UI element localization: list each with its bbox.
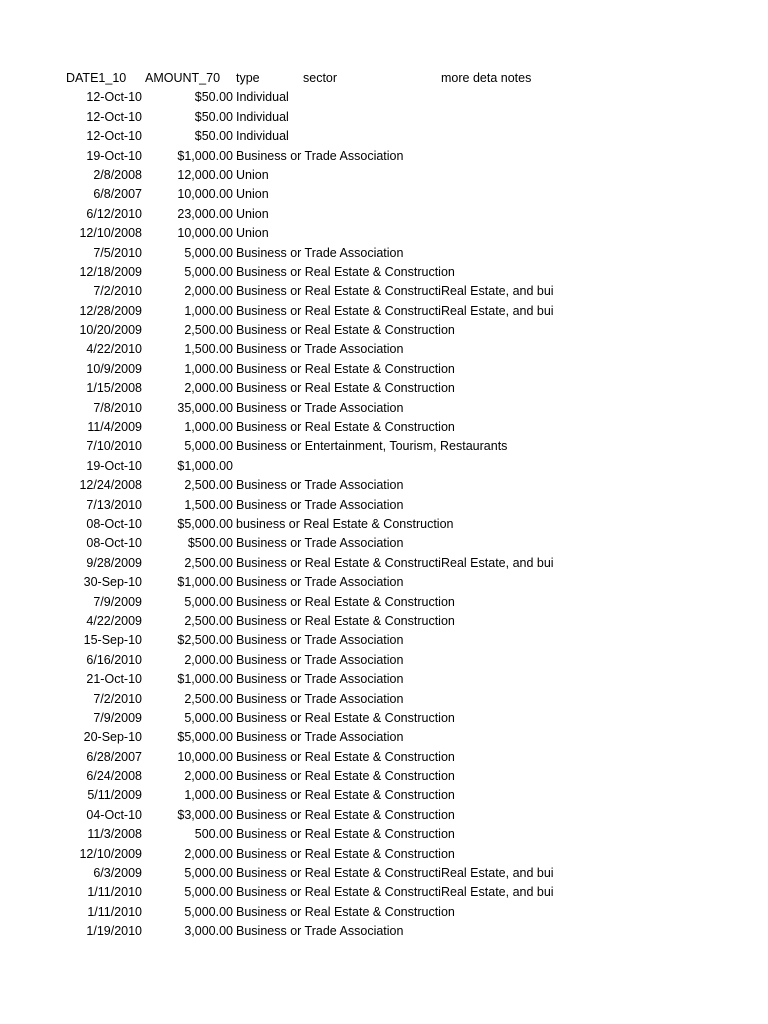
amount-cell: $1,000.00 [177,672,233,687]
type-cell: Business or Trade Association [236,497,404,512]
table-row [0,457,768,476]
table-row [0,864,768,883]
table-row [0,612,768,631]
type-cell: Business or Trade Association [236,400,404,415]
amount-cell: 2,000.00 [184,652,233,667]
table-row [0,651,768,670]
amount-cell: 10,000.00 [177,187,233,202]
table-row [0,767,768,786]
amount-cell: 5,000.00 [184,866,233,881]
type-cell: business or Real Estate & Construction [236,516,454,531]
date-cell: 1/11/2010 [87,904,142,919]
type-cell: Business or Real Estate & Construction [236,827,455,842]
type-cell: Business or Real Estate & Construction [236,381,455,396]
table-row [0,244,768,263]
table-row [0,845,768,864]
type-cell: Business or Real Estate & Constructi [236,555,441,570]
date-cell: 30-Sep-10 [83,575,142,590]
spreadsheet [0,69,768,942]
table-row [0,476,768,495]
table-row [0,631,768,650]
amount-cell: $2,500.00 [177,633,233,648]
type-cell: Business or Real Estate & Constructi [236,303,441,318]
table-row [0,903,768,922]
date-cell: 7/9/2009 [93,710,142,725]
type-cell: Business or Real Estate & Construction [236,613,455,628]
amount-cell: 10,000.00 [177,226,233,241]
type-cell: Business or Trade Association [236,342,404,357]
type-cell: Union [236,167,269,182]
date-cell: 12-Oct-10 [86,90,142,105]
type-cell: Business or Real Estate & Construction [236,594,455,609]
type-cell: Individual [236,90,289,105]
type-cell: Business or Real Estate & Construction [236,323,455,338]
table-row [0,147,768,166]
date-cell: 1/15/2008 [86,381,142,396]
amount-cell: $50.00 [194,90,233,105]
amount-cell: $1,000.00 [177,458,233,473]
date-cell: 10/9/2009 [86,361,142,376]
amount-cell: 2,500.00 [184,478,233,493]
date-cell: 12/10/2009 [79,846,142,861]
more-notes-cell: Real Estate, and bui [441,303,554,318]
more-notes-cell: Real Estate, and bui [441,885,554,900]
amount-cell: $5,000.00 [177,516,233,531]
amount-cell: $50.00 [194,129,233,144]
table-row [0,108,768,127]
table-row [0,670,768,689]
date-cell: 1/11/2010 [87,885,142,900]
amount-cell: 2,500.00 [184,323,233,338]
table-row [0,825,768,844]
amount-cell: 3,000.00 [184,924,233,939]
date-cell: 04-Oct-10 [86,807,142,822]
type-cell: Business or Trade Association [236,730,404,745]
type-cell: Union [236,226,269,241]
date-cell: 12/24/2008 [79,478,142,493]
type-cell: Individual [236,109,289,124]
type-cell: Business or Real Estate & Construction [236,846,455,861]
type-cell: Union [236,187,269,202]
date-cell: 4/22/2009 [86,613,142,628]
amount-cell: 23,000.00 [177,206,233,221]
date-cell: 6/12/2010 [86,206,142,221]
table-row [0,709,768,728]
date-cell: 12/28/2009 [79,303,142,318]
table-row [0,379,768,398]
type-cell: Union [236,206,269,221]
date-cell: 19-Oct-10 [86,458,142,473]
date-cell: 6/8/2007 [93,187,142,202]
date-cell: 2/8/2008 [93,167,142,182]
table-row [0,748,768,767]
table-row [0,690,768,709]
table-row [0,786,768,805]
table-row [0,263,768,282]
table-row [0,166,768,185]
header-sector: sector [303,71,338,85]
amount-cell: 5,000.00 [184,885,233,900]
type-cell: Business or Trade Association [236,478,404,493]
date-cell: 08-Oct-10 [86,516,142,531]
amount-cell: $1,000.00 [177,575,233,590]
amount-cell: 5,000.00 [184,264,233,279]
amount-cell: $50.00 [194,109,233,124]
date-cell: 11/4/2009 [87,420,142,435]
amount-cell: 35,000.00 [177,400,233,415]
table-row [0,302,768,321]
table-row [0,360,768,379]
type-cell: Business or Real Estate & Construction [236,749,455,764]
amount-cell: 2,000.00 [184,769,233,784]
date-cell: 4/22/2010 [86,342,142,357]
type-cell: Business or Real Estate & Construction [236,807,455,822]
amount-cell: 5,000.00 [184,710,233,725]
type-cell: Business or Real Estate & Construction [236,904,455,919]
table-row [0,437,768,456]
amount-cell: 1,500.00 [184,342,233,357]
table-row [0,922,768,941]
amount-cell: 10,000.00 [177,749,233,764]
amount-cell: 5,000.00 [184,245,233,260]
type-cell: Business or Trade Association [236,245,404,260]
type-cell: Individual [236,129,289,144]
date-cell: 10/20/2009 [79,323,142,338]
type-cell: Business or Trade Association [236,575,404,590]
date-cell: 12/18/2009 [79,264,142,279]
date-cell: 12/10/2008 [79,226,142,241]
header-more-notes: more deta notes [441,71,532,85]
amount-cell: 2,500.00 [184,613,233,628]
amount-cell: $500.00 [187,536,233,551]
table-row [0,224,768,243]
table-row [0,282,768,301]
date-cell: 7/13/2010 [86,497,142,512]
date-cell: 7/8/2010 [93,400,142,415]
date-cell: 12-Oct-10 [86,129,142,144]
type-cell: Business or Real Estate & Construction [236,420,455,435]
date-cell: 7/5/2010 [93,245,142,260]
more-notes-cell: Real Estate, and bui [441,866,554,881]
date-cell: 08-Oct-10 [86,536,142,551]
table-row [0,185,768,204]
table-row [0,88,768,107]
type-cell: Business or Trade Association [236,536,404,551]
header-amount: AMOUNT_70 [145,71,221,85]
amount-cell: 5,000.00 [184,594,233,609]
date-cell: 21-Oct-10 [86,672,142,687]
header-date: DATE1_10 [66,71,127,85]
table-row [0,399,768,418]
date-cell: 7/9/2009 [93,594,142,609]
date-cell: 9/28/2009 [86,555,142,570]
table-row [0,593,768,612]
type-cell: Business or Real Estate & Construction [236,264,455,279]
amount-cell: 2,500.00 [184,555,233,570]
date-cell: 12-Oct-10 [86,109,142,124]
amount-cell: 1,000.00 [184,303,233,318]
type-cell: Business or Real Estate & Constructi [236,885,441,900]
amount-cell: 1,000.00 [184,420,233,435]
date-cell: 7/10/2010 [86,439,142,454]
table-row [0,883,768,902]
date-cell: 1/19/2010 [86,924,142,939]
amount-cell: 1,000.00 [184,788,233,803]
type-cell: Business or Trade Association [236,924,404,939]
type-cell: Business or Trade Association [236,148,404,163]
date-cell: 20-Sep-10 [83,730,142,745]
more-notes-cell: Real Estate, and bui [441,555,554,570]
type-cell: Business or Real Estate & Constructi [236,866,441,881]
type-cell: Business or Real Estate & Construction [236,769,455,784]
date-cell: 6/3/2009 [93,866,142,881]
table-row [0,515,768,534]
date-cell: 5/11/2009 [87,788,142,803]
amount-cell: $1,000.00 [177,148,233,163]
date-cell: 6/16/2010 [86,652,142,667]
header-row [0,69,768,88]
amount-cell: 2,000.00 [184,381,233,396]
table-row [0,806,768,825]
date-cell: 6/24/2008 [86,769,142,784]
table-row [0,554,768,573]
date-cell: 6/28/2007 [86,749,142,764]
table-row [0,573,768,592]
type-cell: Business or Trade Association [236,633,404,648]
type-cell: Business or Trade Association [236,672,404,687]
amount-cell: 2,500.00 [184,691,233,706]
date-cell: 11/3/2008 [87,827,142,842]
type-cell: Business or Trade Association [236,652,404,667]
amount-cell: 2,000.00 [184,284,233,299]
table-row [0,496,768,515]
date-cell: 19-Oct-10 [86,148,142,163]
table-row [0,418,768,437]
amount-cell: 500.00 [194,827,233,842]
header-type: type [236,71,260,85]
table-row [0,127,768,146]
more-notes-cell: Real Estate, and bui [441,284,554,299]
amount-cell: 1,000.00 [184,361,233,376]
date-cell: 7/2/2010 [93,691,142,706]
type-cell: Business or Trade Association [236,691,404,706]
amount-cell: 12,000.00 [177,167,233,182]
table-row [0,340,768,359]
table-row [0,534,768,553]
type-cell: Business or Real Estate & Constructi [236,284,441,299]
data-rows [0,88,768,941]
date-cell: 7/2/2010 [93,284,142,299]
table-row [0,728,768,747]
table-row [0,205,768,224]
type-cell: Business or Real Estate & Construction [236,361,455,376]
amount-cell: $5,000.00 [177,730,233,745]
type-cell: Business or Real Estate & Construction [236,710,455,725]
type-cell: Business or Real Estate & Construction [236,788,455,803]
amount-cell: 5,000.00 [184,904,233,919]
type-cell: Business or Entertainment, Tourism, Restaurants [236,439,508,454]
amount-cell: 5,000.00 [184,439,233,454]
date-cell: 15-Sep-10 [83,633,142,648]
amount-cell: $3,000.00 [177,807,233,822]
amount-cell: 2,000.00 [184,846,233,861]
table-row [0,321,768,340]
amount-cell: 1,500.00 [184,497,233,512]
